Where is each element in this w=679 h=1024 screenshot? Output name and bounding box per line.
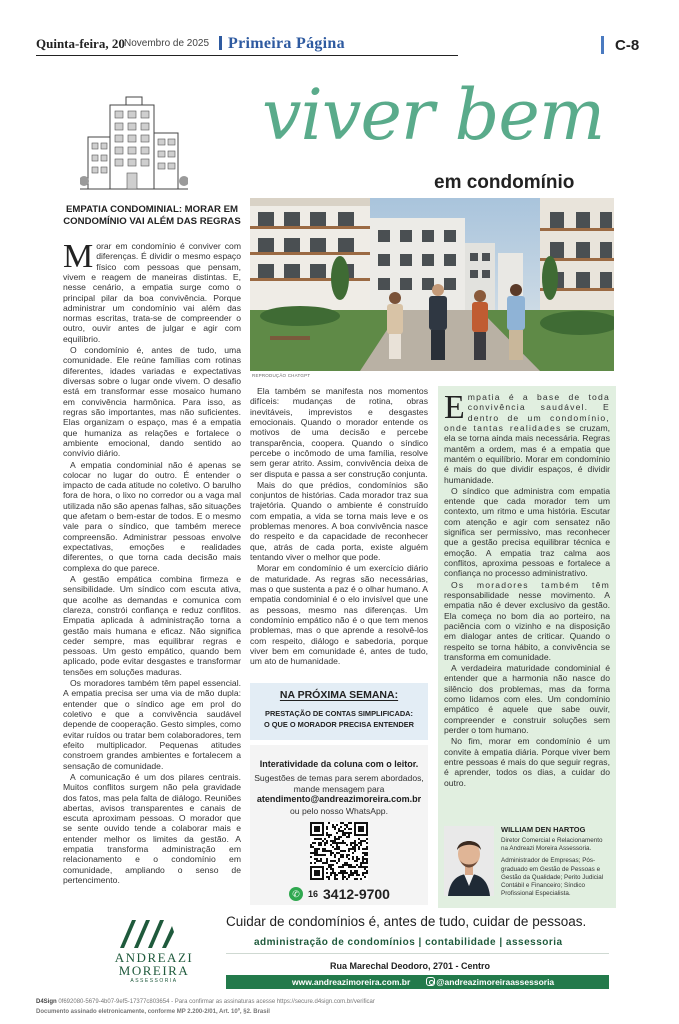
- paragraph: Os moradores também têm responsabilidade nesse movimento. A empatia não é dever exclusivo da gestão. Ela começa no bom dia ao porteiro, na paciência com o vizinho e na disposição em dialogar antes de criticar. Quando o respeito se torna hábito, a convivência se transforma em comunidade.: [444, 579, 610, 662]
- contact-title: Interatividade da coluna com o leitor.: [259, 759, 419, 769]
- paragraph: Os moradores também têm papel essencial. A empatia precisa ser uma via de mão dupla: entender que o síndico age em prol do coletivo e que a convivência saudável depende de cooperação. Gesto simples, como evitar ruídos ou tratar bem colaboradores, tem efeito multiplicador. Pequenas atitudes constroem grandes ambientes e fortalecem a sensação de comunidade.: [63, 678, 241, 771]
- condominium-photo: [250, 198, 614, 371]
- page-number: C-8: [615, 37, 640, 54]
- paragraph: Empatia é a base de toda convivência saudável. E dentro de um condomínio, onde tantas realidades se cruzam, ela se torna ainda mais necessária. Regras mantêm a ordem, mas é a empatia que mantém o equilíbrio. Morar em condomínio é mais do que dividir espaços, é dividir humanidade.: [444, 389, 611, 485]
- page-number-bar: [601, 36, 604, 54]
- paragraph: Ela também se manifesta nos momentos difíceis: mudanças de rotina, obras inevitáveis, imprevistos e desgastes emocionais. Quando o morador entende os motivos de uma decisão e percebe transparência, coopera. Quando o síndico percebe o incômodo de uma família, resolve sem gerar atrito. Assim, convivência deixa de ser disputa e passa a ser construção conjunta.: [250, 386, 428, 479]
- next-week-topic: PRESTAÇÃO DE CONTAS SIMPLIFICADA: O QUE O MORADOR PRECISA ENTENDER: [263, 709, 414, 730]
- ad-contact-bar: [226, 975, 609, 989]
- section-title: viver bem: [262, 74, 605, 156]
- article-column-2: [250, 386, 428, 667]
- article-body-3: [444, 389, 611, 788]
- publication-name: Primeira Página: [228, 35, 345, 52]
- qr-code[interactable]: [310, 822, 368, 880]
- paragraph: Morar em condomínio é um exercício diário de maturidade. As regras são necessárias, mas o que sustenta a paz é o olhar humano. A empatia condominial é o elo invisível que une as pessoas, mesmo nas diferenças. Um condomínio empático não é o que tem menos problemas, mas o que aprende a resolvê-los com respeito, diálogo e sabedoria, porque viver bem em comunidade é, antes de tudo, um ato de humanidade.: [250, 563, 428, 667]
- whatsapp-phone[interactable]: [289, 886, 390, 902]
- article-column-1: [63, 204, 241, 886]
- article-column-3: [444, 389, 611, 789]
- next-week-title: NA PRÓXIMA SEMANA:: [279, 689, 399, 701]
- ad-services: administração de condomínios | contabilidade | assessoria: [254, 937, 563, 948]
- photo-credit: REPRODUÇÃO CHATGPT: [252, 373, 311, 378]
- section-subtitle: em condomínio: [434, 172, 575, 193]
- instagram-icon: [426, 977, 435, 986]
- article-body-1: [63, 237, 241, 885]
- ad-address: Rua Marechal Deodoro, 2701 - Centro: [330, 961, 491, 971]
- whatsapp-icon: ✆: [289, 887, 303, 901]
- brand-name-1: ANDREAZI: [114, 950, 194, 965]
- article-body-2: [250, 386, 428, 666]
- author-name: WILLIAM DEN HARTOG: [501, 825, 586, 834]
- article-photo: [250, 198, 614, 371]
- paragraph: O síndico que administra com empatia entende que cada morador tem um contexto, um ritmo e uma história. Escutar com atenção e agir com sensatez não significa ser permissivo, mas reconhecer que a gestão precisa equilibrar técnica e emoção. A empatia traz calma aos conflitos, aproxima pessoas e fortalece a confiança no processo administrativo.: [444, 485, 610, 579]
- andreazi-logo-icon: [116, 918, 178, 948]
- paragraph: A empatia condominial não é apenas se colocar no lugar do outro. É entender o impacto de cada atitude no coletivo. O barulho fora de hora, o lixo no corredor ou a vaga mal utilizada não são apenas falhas, são situações que afetam o bem-estar de todos. E o mesmo vale para o síndico, que também merece compreensão. Administrar pessoas envolve expectativas, emoções e realidades diferentes, o que torna cada decisão mais complexa do que parece.: [63, 459, 241, 573]
- contact-text: Sugestões de temas para serem abordados, mande mensagem para atendimento@andreazimoreira.com.br ou pelo nosso WhatsApp.: [250, 773, 428, 816]
- drop-cap: E: [444, 389, 465, 426]
- advertisement: [36, 910, 614, 990]
- author-portrait: [444, 826, 494, 896]
- paragraph: A verdadeira maturidade condominial é entender que a harmonia não nasce do silêncio dos problemas, mas da forma como lidamos com eles. Um condomínio empático é aquele que sabe ouvir, compreender e construir soluções sem perder o tom humano.: [444, 663, 610, 735]
- header-divider: [219, 36, 222, 50]
- drop-cap: M: [63, 237, 94, 275]
- paragraph: No fim, morar em condomínio é um convite à empatia diária. Porque viver bem entre pessoas é mais do que seguir regras, é aprender, todos os dias, a cuidar do outro.: [444, 736, 610, 788]
- contact-email[interactable]: atendimento@andreazimoreira.com.br: [256, 794, 422, 805]
- issue-month: Novembro de 2025: [124, 38, 210, 49]
- paragraph: Morar em condomínio é conviver com diferenças. É dividir o mesmo espaço físico com pessoas que pensam, vivem e reagem de maneiras distintas. E, nesse cenário, a empatia surge como o principal pilar da boa convivência. Porque administrar um condomínio vai além das normas escritas, trata-se de compreender o outro, ouvir antes de julgar e agir com equilíbrio.: [63, 237, 241, 344]
- signature-line-2: Documento assinado eletronicamente, conforme MP 2.200-2/01, Art. 10º, §2. Brasil: [36, 1009, 270, 1015]
- header-rule: [36, 55, 458, 56]
- author-photo: [444, 826, 494, 896]
- phone-area-code: 16: [308, 889, 319, 899]
- paragraph: A gestão empática combina firmeza e sensibilidade. Um síndico com escuta ativa, que acolhe as demandas e comunica com clareza, constrói confiança e reduz conflitos. Empatia aplicada à administração torna a gestão mais humana e eficaz. Não significa ceder sempre, mas equilibrar regras e pessoas. Um gesto empático, quando bem aplicado, pode evitar desgastes e transformar tensões em soluções maduras.: [63, 573, 241, 677]
- brand-name-2: MOREIRA: [118, 963, 190, 978]
- brand-name-3: ASSESSORIA: [130, 978, 178, 984]
- paragraph: O condomínio é, antes de tudo, uma comunidade. Ele reúne famílias com rotinas diferentes, idades variadas e expectativas diversas sobre o lugar onde vivem. O desafio está em transformar esse mosaico humano em convivência harmônica. Para isso, as regras são importantes, mas não suficientes. Elas organizam o espaço, mas é a empatia que humaniza as relações e fortalece o ambiente emocional, dando sentido ao convívio diário.: [63, 345, 241, 459]
- signature-line-1: D4Sign 0f692080-5679-4b07-9ef5-17377c803654 - Para confirmar as assinaturas acesse https://secure.d4sign.com.br/verificar: [36, 999, 375, 1005]
- reader-contact-box: [250, 745, 428, 905]
- ad-website-link[interactable]: www.andreazimoreira.com.br: [292, 977, 411, 987]
- ad-instagram-link[interactable]: @andreazimoreiraassessoria: [426, 977, 554, 987]
- article-heading: EMPATIA CONDOMINIAL: MORAR EM CONDOMÍNIO VAI ALÉM DAS REGRAS: [63, 204, 241, 228]
- ad-divider: [226, 953, 609, 954]
- ad-slogan: Cuidar de condomínios é, antes de tudo, cuidar de pessoas.: [226, 914, 587, 929]
- issue-date: Quinta-feira, 20: [36, 36, 125, 51]
- phone-number: 3412-9700: [323, 886, 390, 902]
- paragraph: Mais do que prédios, condomínios são conjuntos de histórias. Cada morador traz sua trajetória. Quando o ambiente é construído com empatia, a vida se torna mais leve e os problemas menores. A boa convivência nasce do respeito e da capacidade de reconhecer que, atrás de cada porta, existe alguém tentando viver o melhor que pode.: [250, 479, 428, 562]
- paragraph: A comunicação é um dos pilares centrais. Muitos conflitos surgem não pela gravidade dos fatos, mas pela falta de diálogo. Reuniões abertas, avisos transparentes e canais de escuta aproximam pessoas. O morador que se sente ouvido tende a colaborar mais e entender melhor os limites da gestão. A empatia transforma administração em relacionamento e o condomínio em comunidade, ampliando o senso de pertencimento.: [63, 771, 241, 885]
- building-illustration: [80, 93, 188, 195]
- next-week-box: [250, 683, 428, 740]
- author-bio: Diretor Comercial e Relacionamento na Andreazi Moreira Assessoria. Administrador de Empresas; Pós-graduado em Gestão de Pessoas e Gestão da Qualidade; Perito Judicial Contábil e Financeiro; Síndico Profissional Especialista.: [501, 837, 604, 898]
